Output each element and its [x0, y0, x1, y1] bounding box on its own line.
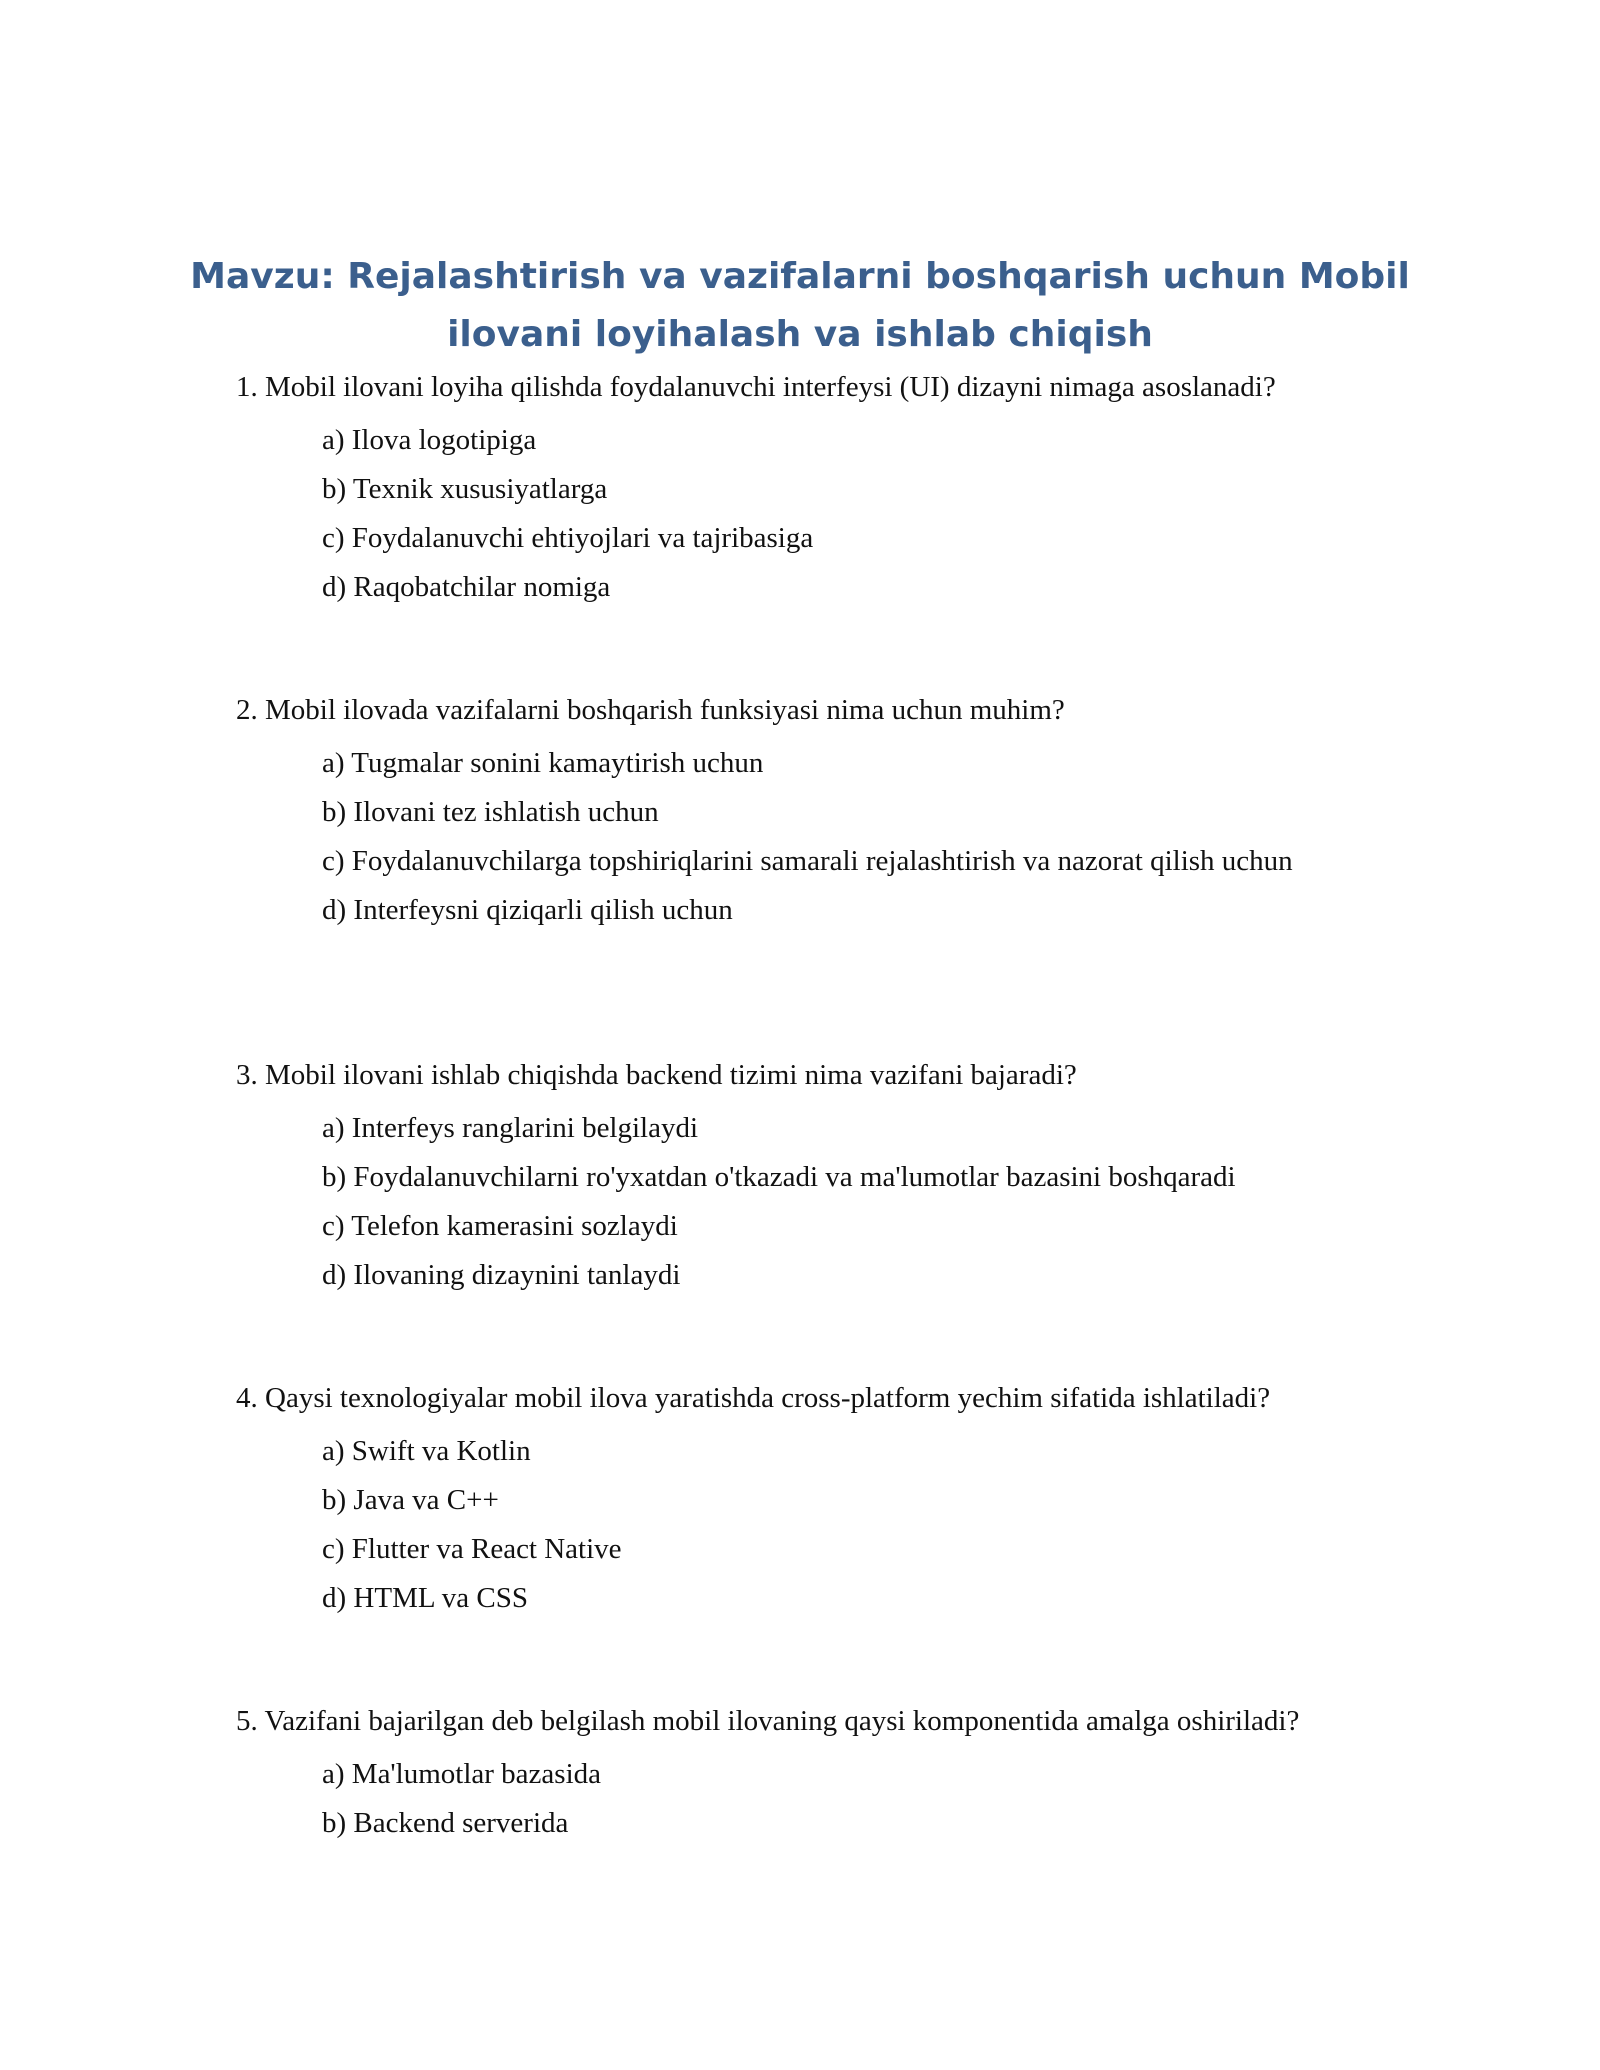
title-line-2: ilovani loyihalash va ishlab chiqish	[447, 314, 1153, 355]
answer-options	[236, 743, 1366, 931]
answer-option: c) Foydalanuvchilarga topshiriqlarini samarali rejalashtirish va nazorat qilish uchun	[322, 845, 1293, 877]
question-3	[236, 1054, 1366, 1304]
question-5	[236, 1700, 1366, 1852]
answer-option: c) Flutter va React Native	[322, 1533, 622, 1565]
answer-option: b) Foydalanuvchilarni ro'yxatdan o'tkazadi va ma'lumotlar bazasini boshqaradi	[322, 1161, 1236, 1193]
answer-option: d) Interfeysni qiziqarli qilish uchun	[322, 894, 733, 926]
answer-option: c) Telefon kamerasini sozlaydi	[322, 1210, 678, 1242]
question-text: 3. Mobil ilovani ishlab chiqishda backend tizimi nima vazifani bajaradi?	[236, 1059, 1077, 1091]
answer-options	[236, 1431, 1366, 1619]
answer-option: d) HTML va CSS	[322, 1582, 528, 1614]
answer-options	[236, 1108, 1366, 1296]
answer-option: d) Raqobatchilar nomiga	[322, 571, 611, 603]
answer-option: a) Ilova logotipiga	[322, 424, 537, 456]
answer-option: a) Ma'lumotlar bazasida	[322, 1758, 601, 1790]
answer-option: a) Swift va Kotlin	[322, 1435, 531, 1467]
question-2	[236, 689, 1366, 939]
answer-option: a) Interfeys ranglarini belgilaydi	[322, 1112, 699, 1144]
answer-option: d) Ilovaning dizaynini tanlaydi	[322, 1259, 681, 1291]
question-4	[236, 1377, 1366, 1627]
answer-option: b) Ilovani tez ishlatish uchun	[322, 796, 659, 828]
page-title	[180, 248, 1420, 364]
question-text: 4. Qaysi texnologiyalar mobil ilova yaratishda cross-platform yechim sifatida ishlatiladi?	[236, 1382, 1271, 1414]
answer-option: a) Tugmalar sonini kamaytirish uchun	[322, 747, 764, 779]
question-text: 2. Mobil ilovada vazifalarni boshqarish funksiyasi nima uchun muhim?	[236, 694, 1065, 726]
answer-option: b) Backend serverida	[322, 1807, 569, 1839]
question-text: 1. Mobil ilovani loyiha qilishda foydalanuvchi interfeysi (UI) dizayni nimaga asoslanadi?	[236, 371, 1276, 403]
answer-options	[236, 420, 1366, 608]
answer-option: b) Java va C++	[322, 1484, 499, 1516]
answer-option: b) Texnik xususiyatlarga	[322, 473, 608, 505]
answer-option: c) Foydalanuvchi ehtiyojlari va tajribasiga	[322, 522, 814, 554]
title-line-1: Mavzu: Rejalashtirish va vazifalarni boshqarish uchun Mobil	[190, 256, 1410, 297]
answer-options	[236, 1754, 1366, 1844]
question-text: 5. Vazifani bajarilgan deb belgilash mobil ilovaning qaysi komponentida amalga oshiriladi?	[236, 1705, 1300, 1737]
question-1	[236, 366, 1366, 616]
